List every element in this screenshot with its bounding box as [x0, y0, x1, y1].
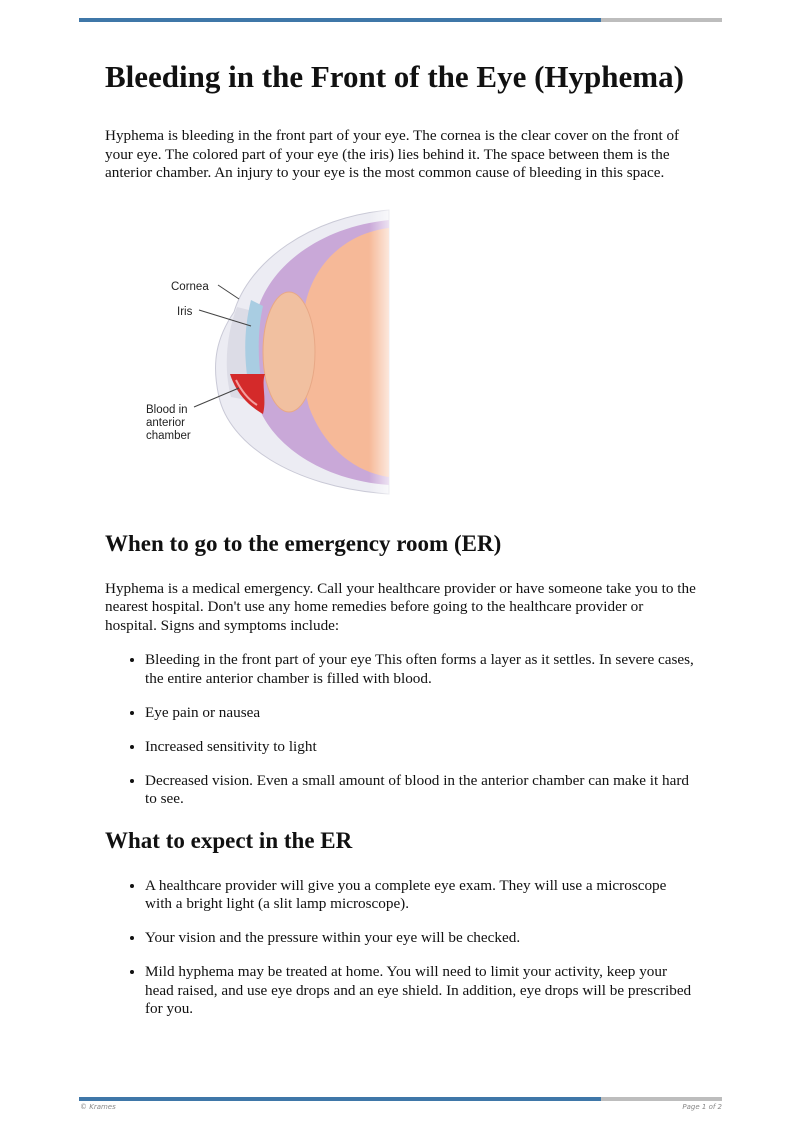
er-paragraph: Hyphema is a medical emergency. Call your healthcare provider or have someone take you to the nearest hospital. Don't use any home remedies before going to the healthcare provider or hospital. Signs and symptoms include:	[105, 579, 696, 634]
footer-copyright: © Krames	[80, 1103, 116, 1111]
list-item: • Mild hyphema may be treated at home. You will need to limit your activity, keep your head raised, and use eye drops and an eye shield. In addition, eye drops will be prescribed for you.	[145, 963, 697, 1019]
intro-paragraph: Hyphema is bleeding in the front part of your eye. The cornea is the clear cover on the front of your eye. The colored part of your eye (the iris) lies behind it. The space between them is the anterior chamber. An injury to your eye is the most common cause of bleeding in this space.	[105, 127, 680, 181]
list-item: • Increased sensitivity to light	[145, 738, 697, 757]
eye-anatomy-illustration	[139, 202, 399, 502]
eye-cross-section-image	[139, 202, 399, 502]
footer-progress-fill	[79, 1097, 601, 1101]
document-body	[105, 58, 697, 1034]
expect-list	[105, 877, 697, 1019]
list-item: • Your vision and the pressure within your eye will be checked.	[145, 929, 697, 948]
section-heading-er: When to go to the emergency room (ER)	[105, 530, 502, 556]
cornea-label: Cornea	[171, 280, 209, 293]
iris-label: Iris	[177, 305, 193, 318]
section-heading-expect: What to expect in the ER	[105, 827, 353, 853]
symptoms-list	[105, 651, 697, 809]
blood-label-line3: chamber	[146, 429, 191, 442]
footer-page-number: Page 1 of 2	[682, 1103, 722, 1111]
blood-label-line1: Blood in	[146, 403, 188, 416]
list-item: • Decreased vision. Even a small amount of blood in the anterior chamber can make it hard to see.	[145, 772, 697, 809]
list-item: • A healthcare provider will give you a complete eye exam. They will use a microscope with a bright light (a slit lamp microscope).	[145, 877, 697, 914]
page-title: Bleeding in the Front of the Eye (Hyphema)	[105, 59, 684, 94]
list-item: • Bleeding in the front part of your eye This often forms a layer as it settles. In severe cases, the entire anterior chamber is filled with blood.	[145, 651, 697, 688]
blood-label-line2: anterior	[146, 416, 185, 429]
list-item: • Eye pain or nausea	[145, 704, 697, 723]
footer-progress-bar	[79, 1097, 722, 1101]
header-progress-bar	[79, 18, 722, 22]
header-progress-fill	[79, 18, 601, 22]
